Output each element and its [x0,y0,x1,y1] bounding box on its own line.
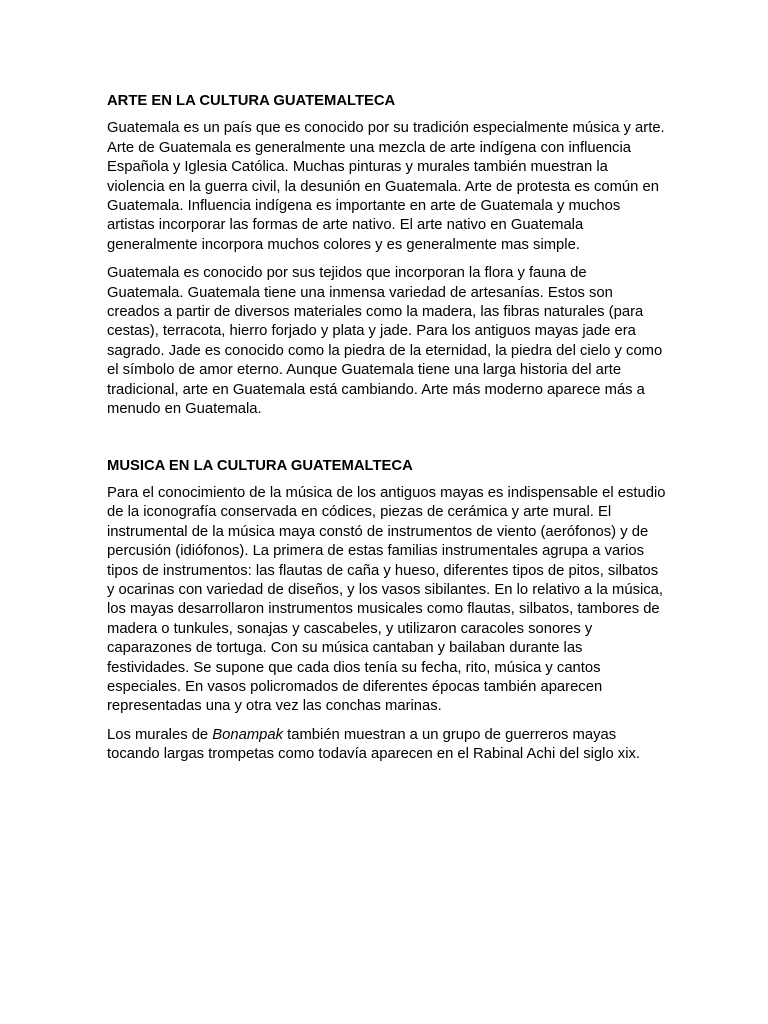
section-title-musica: MUSICA EN LA CULTURA GUATEMALTECA [107,457,413,474]
section-title-arte: ARTE EN LA CULTURA GUATEMALTECA [107,93,396,109]
paragraph-musica-2 [107,726,667,765]
paragraph-musica-2-end: también muestran a un grupo de guerreros mayas tocando largas trompetas como todavía aparecen en el Rabinal Achi del siglo xix. [107,726,640,763]
paragraph-arte-1: Guatemala es un país que es conocido por su tradición especialmente música y arte. Arte de Guatemala es generalmente una mezcla de arte indígena con influencia Española y Iglesia Católica. Muchas pinturas y murales también muestran la violencia en la guerra civil, la desunión en Guatemala. Arte de protesta es común en Guatemala. Influencia indígena es importante en arte de Guatemala y muchos artistas incorporar las formas de arte nativo. El arte nativo en Guatemala generalmente incorpora muchos colores y es generalmente mas simple. [107,120,665,253]
paragraph-musica-2-start: Los murales de [107,726,213,743]
paragraph-arte-2: Guatemala es conocido por sus tejidos que incorporan la flora y fauna de Guatemala. Guatemala tiene una inmensa variedad de artesanías. Estos son creados a partir de diversos materiales como la madera, las fibras naturales (para cestas), terracota, hierro forjado y plata y jade. Para los antiguos mayas jade era sagrado. Jade es conocido como la piedra de la eternidad, la piedra del cielo y como el símbolo de amor eterno. Aunque Guatemala tiene una larga historia del arte tradicional, arte en Guatemala está cambiando. Arte más moderno aparece más a menudo en Guatemala. [107,265,663,418]
document-body [107,92,667,774]
section-spacer [107,429,667,457]
paragraph-musica-1: Para el conocimiento de la música de los antiguos mayas es indispensable el estudio de la iconografía conservada en códices, piezas de cerámica y arte mural. El instrumental de la música maya constó de instrumentos de viento (aerófonos) y de percusión (idiófonos). La primera de estas familias instrumentales agrupa a varios tipos de instrumentos: las flautas de caña y hueso, diferentes tipos de pitos, silbatos y ocarinas con variedad de diseños, y los vasos sibilantes. En lo relativo a la música, los mayas desarrollaron instrumentos musicales como flautas, silbatos, tambores de madera o tunkules, sonajas y cascabeles, y utilizaron caracoles sonores y caparazones de tortuga. Con su música cantaban y bailaban durante las festividades. Se supone que cada dios tenía su fecha, rito, música y cantos especiales. En vasos policromados de diferentes épocas también aparecen representadas una y otra vez las conchas marinas. [107,484,666,715]
bonampak-italic: Bonampak [212,726,284,743]
